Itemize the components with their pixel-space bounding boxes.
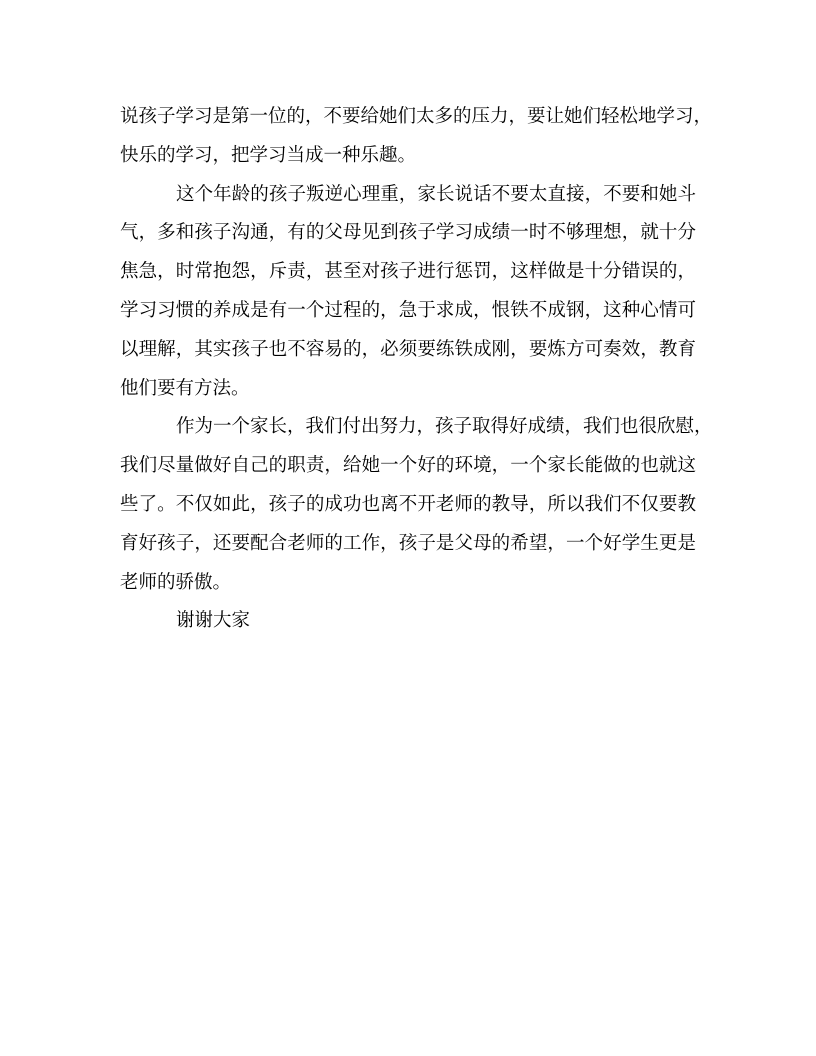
paragraph [120,176,696,409]
text-line: 作为一个家长，我们付出努力，孩子取得好成绩，我们也很欣慰， [176,416,713,438]
text-line: 气，多和孩子沟通，有的父母见到孩子学习成绩一时不够理想，就十分 [120,222,696,244]
text-line: 育好孩子，还要配合老师的工作，孩子是父母的希望，一个好学生更是 [120,532,696,554]
text-line: 老师的骄傲。 [120,571,232,593]
text-line: 快乐的学习，把学习当成一种乐趣。 [120,144,417,166]
text-line: 焦急，时常抱怨，斥责，甚至对孩子进行惩罚，这样做是十分错误的， [120,261,696,283]
document-body [120,98,713,641]
text-line: 这个年龄的孩子叛逆心理重，家长说话不要太直接，不要和她斗 [176,183,696,205]
text-line: 些了。不仅如此，孩子的成功也离不开老师的教导，所以我们不仅要教 [120,493,696,515]
text-line: 我们尽量做好自己的职责，给她一个好的环境，一个家长能做的也就这 [120,455,696,477]
paragraph [120,98,713,176]
text-line: 以理解，其实孩子也不容易的，必须要练铁成刚，要炼方可奏效，教育 [120,338,696,360]
text-line: 说孩子学习是第一位的，不要给她们太多的压力，要让她们轻松地学习， [120,106,713,127]
text-line: 他们要有方法。 [120,377,250,399]
closing-paragraph [120,602,696,641]
closing-line: 谢谢大家 [176,610,251,632]
paragraph [120,408,713,602]
text-line: 学习习惯的养成是有一个过程的，急于求成，恨铁不成钢，这种心情可 [120,299,696,321]
